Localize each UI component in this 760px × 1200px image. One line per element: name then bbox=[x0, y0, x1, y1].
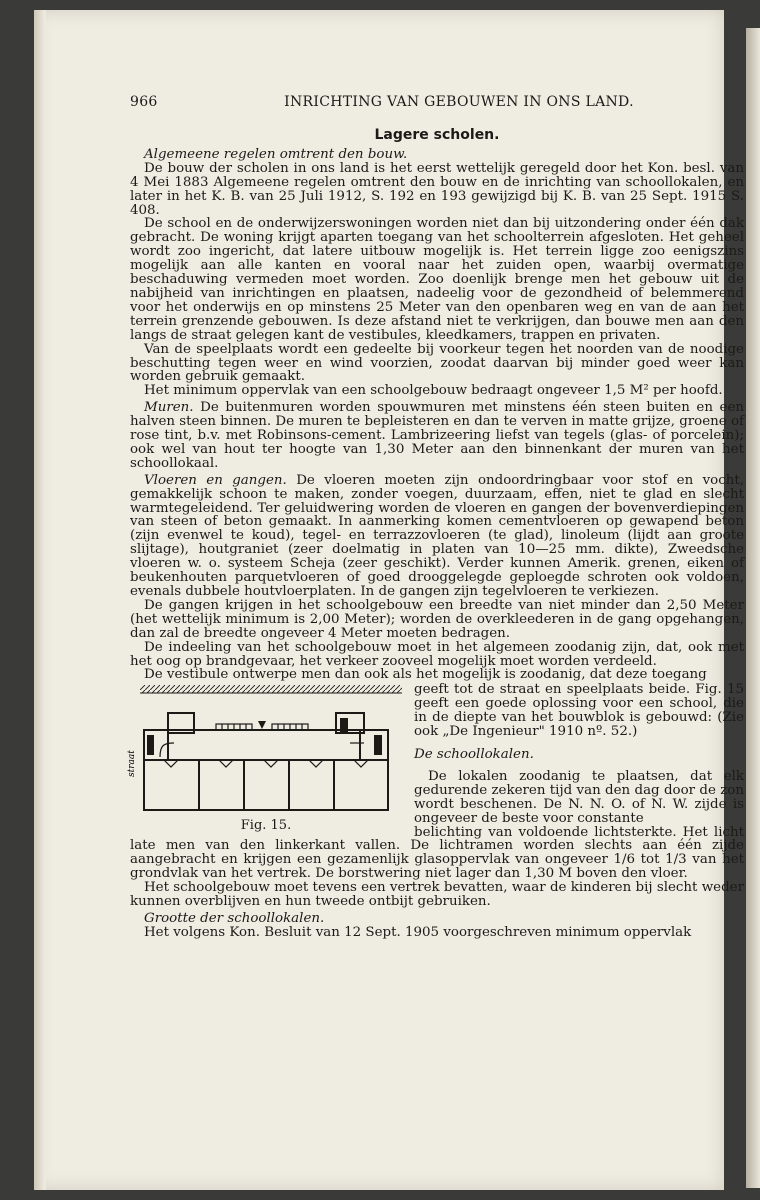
subheading-schoollokalen: De schoollokalen. bbox=[414, 746, 534, 762]
right-column-text-2: De lokalen zoodanig te plaatsen, dat elk gedurende zekeren tijd van den dag door de zon wordt beschenen. De N. N. O. of N. W. zijde is ongeveer de beste voor constante bbox=[414, 768, 744, 826]
paragraph-muren bbox=[130, 401, 744, 471]
paragraph: Het volgens Kon. Besluit van 12 Sept. 1905 voorgeschreven minimum oppervlak bbox=[144, 924, 692, 940]
paragraph: De gangen krijgen in het schoolgebouw een breedte van niet minder dan 2,50 Meter (het wettelijk minimum is 2,00 Meter); worden de overkleederen in de gang opgehangen, dan zal de breedte ongeveer 4 Meter moeten bedragen. bbox=[130, 597, 744, 641]
subheading-grootte: Grootte der schoollokalen. bbox=[144, 910, 325, 926]
boundary-hatch bbox=[140, 685, 402, 693]
paragraph: De indeeling van het schoolgebouw moet in het algemeen zoodanig zijn, dat, ook met het oog op brandgevaar, het verkeer zooveel mogelijk moet worden verdeeld. bbox=[130, 639, 744, 669]
page-gutter bbox=[34, 10, 46, 1190]
paragraph: belichting van voldoende lichtsterkte. Het licht late men van den linkerkant vallen. De lichtramen worden slechts aan één zijde aangebracht en krijgen een gezamenlijk glasoppervlak van ongeveer 1/6 tot 1/3 van het grondvlak van het vertrek. De borstwering niet lager dan 1,30 M boven den vloer. bbox=[130, 824, 744, 882]
section-title: Lagere scholen. bbox=[374, 127, 500, 143]
paragraph: Het schoolgebouw moet tevens een vertrek bevatten, waar de kinderen bij slecht weder kunnen overblijven en hun tweede ontbijt gebruiken. bbox=[130, 880, 744, 910]
paragraph: De school en de onderwijzerswoningen worden niet dan bij uitzondering onder één dak gebracht. De woning krijgt aparten toegang van het schoolterrein afgesloten. Het geheel wordt zoo ingericht, dat latere uitbouw mogelijk is. Het terrein ligge zoo eenigszins mogelijk aan alle kanten en vooral naar het zuiden open, waarbij overmatige beschaduwing vermeden moet worden. Zoo doenlijk brenge men het gebouw uit de nabijheid van inrichtingen en plaatsen, nadeelig voor de gezondheid of belemmerend voor het onderwijs en op minstens 25 Meter van den openbaren weg en van de aan het terrein grenzende gebouwen. Is deze afstand niet te verkrijgen, dan bouwe men aan den langs de straat gelegen kant de vestibules, kleedkamers, trappen en privaten. bbox=[130, 216, 744, 343]
paragraph: De vestibule ontwerpe men dan ook als het mogelijk is zoodanig, dat deze toegang bbox=[144, 667, 707, 683]
muren-text: De buitenmuren worden spouwmuren met minstens één steen buiten en een halven steen binnen. De muren te bepleisteren en dan te verven in matte grijze, groene of rose tint, b.v. met Robinsons-cement. Lambrizeering liefst van tegels (glas- of porcelein); ook wel van hout ter hoogte van 1,30 Meter aan den binnenkant der muren van het schoollokaal. bbox=[130, 400, 744, 471]
right-column-text: geeft tot de straat en speelplaats beide. Fig. 15 geeft een goede oplossing voor een school, die in de diepte van het bouwblok is gebouwd: (Zie ook „De Ingenieur" 1910 nº. 52.) bbox=[414, 682, 744, 740]
page-number: 966 bbox=[130, 94, 158, 110]
page-edge bbox=[746, 28, 760, 1188]
book-page bbox=[34, 10, 745, 1190]
corridor-marker bbox=[258, 721, 266, 729]
subtitle: Algemeene regelen omtrent den bouw. bbox=[144, 146, 408, 162]
paragraph: Het minimum oppervlak van een schoolgebouw bedraagt ongeveer 1,5 M² per hoofd. bbox=[144, 383, 723, 399]
heating-marks bbox=[164, 760, 368, 767]
page-content bbox=[127, 94, 745, 940]
figure-15 bbox=[127, 685, 402, 834]
floor-plan-diagram bbox=[127, 685, 402, 815]
figure-block bbox=[127, 682, 744, 834]
figure-caption: Fig. 15. bbox=[240, 818, 292, 834]
vloeren-text: De vloeren moeten zijn ondoordringbaar voor stof en vocht, gemakkelijk schoon te maken, zonder voegen, duurzaam, effen, niet te glad en slecht warmtegeleidend. Ter geluidwering worden de vloeren en gangen der bovenverdiepingen van steen of beton gemaakt. In aanmerking komen cementvloeren op gewapend beton (zijn evenwel te koud), tegel- en terrazzovloeren (te glad), linoleum (lijdt aan groote slijtage), houtgraniet (zeer doelmatig in platen van 10—25 mm. dikte), Zweedsche vloeren w. o. systeem Scheja (zeer geschikt). Verder kunnen Amerik. grenen, eiken of beukenhouten parquetvloeren of goed drooggelegde geploegde schroten ook voldoen, evenals dubbele houtvloerplaten. In de gangen zijn tegelvloeren te verkiezen. bbox=[130, 472, 745, 599]
page-header bbox=[130, 96, 744, 118]
street-label: straat bbox=[127, 750, 137, 778]
running-title: INRICHTING VAN GEBOUWEN IN ONS LAND. bbox=[284, 94, 634, 110]
paragraph-vloeren bbox=[130, 474, 744, 599]
paragraph: Van de speelplaats wordt een gedeelte bij voorkeur tegen het noorden van de noodige beschutting tegen weer en wind voorzien, zoodat daarvan bij minder goed weer kan worden gebruik gemaakt. bbox=[130, 341, 744, 385]
vloeren-label: Vloeren en gangen. bbox=[144, 472, 287, 488]
paragraph: De bouw der scholen in ons land is het eerst wettelijk geregeld door het Kon. besl. van 4 Mei 1883 Algemeene regelen omtrent den bouw en de inrichting van schoollokalen, en later in het K. B. van 25 Juli 1912, S. 192 en 193 gewijzigd bij K. B. van 25 Sept. 1915 S. 408. bbox=[130, 160, 744, 218]
muren-label: Muren. bbox=[144, 400, 194, 416]
